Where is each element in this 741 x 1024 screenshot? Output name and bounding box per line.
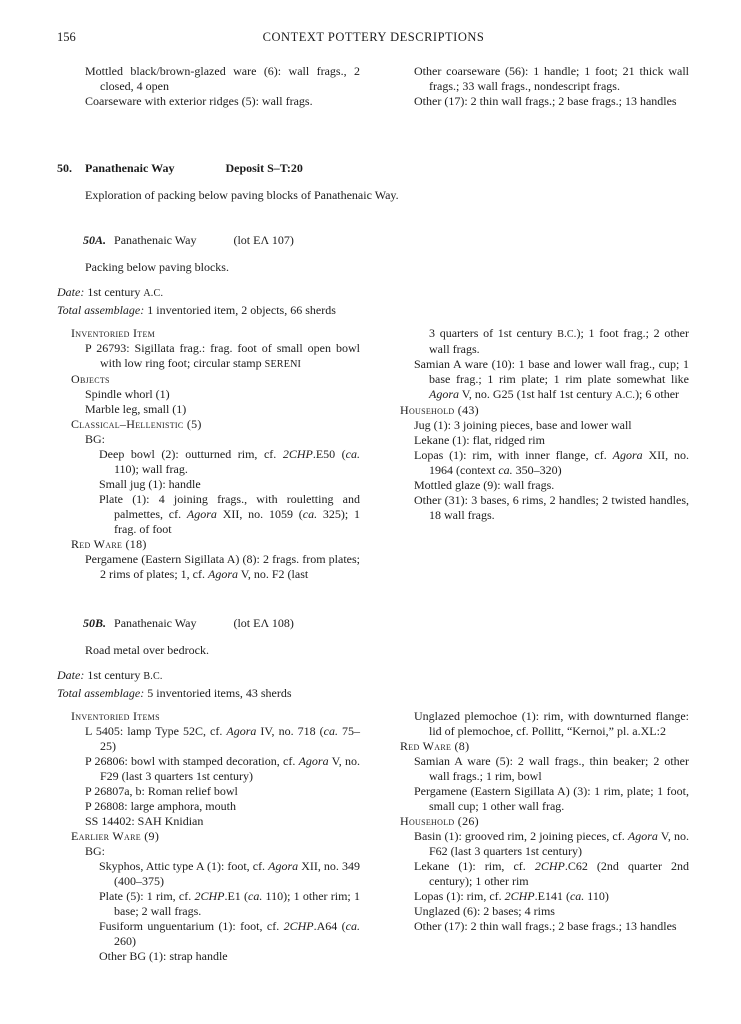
page-header [57,30,690,46]
running-title: CONTEXT POTTERY DESCRIPTIONS [262,30,485,44]
text-segment: 260) [114,934,136,948]
text-segment: XII, no. 1059 ( [216,507,303,521]
text-segment: XII, no. 349 (400–375) [114,859,361,888]
pottery-subentry [57,447,360,477]
text-segment: 75–25) [100,724,361,753]
text-segment: V, no. F62 (last 3 quarters 1st century) [429,829,690,858]
text-segment: Earlier Ware (9) [71,829,160,843]
text-segment: Unglazed (6): 2 bases; 4 rims [414,904,555,918]
pottery-entry [57,341,360,372]
date-value [87,285,163,299]
text-segment: XII, no. 1964 (context [429,448,689,477]
text-segment: Agora [429,387,459,401]
pottery-entry [386,478,689,493]
text-segment: Inventoried Item [71,326,156,340]
date-value [87,668,162,682]
pottery-subentry [57,919,360,949]
category-heading [386,739,689,754]
pottery-entry [57,724,360,754]
text-segment: .C62 (2nd quarter 2nd century); 1 other rim [429,859,690,888]
text-segment: Samian A ware (5): 2 wall frags., thin beaker; 2 other wall frags.; 1 rim, bowl [414,754,689,783]
text-segment: A.C. [615,390,636,401]
date-label: Date: [57,285,85,299]
text-segment: P 26806: bowl with stamped decoration, cf. [85,754,299,768]
assemblage-value [147,303,336,317]
text-segment: Household (43) [400,403,479,417]
text-segment: Other (31): 3 bases, 6 rims, 2 handles; 2 twisted handles, 18 wall frags. [414,493,689,522]
pottery-entry [386,709,689,739]
text-segment: Lopas (1): rim, cf. [414,889,505,903]
subsection-title: Panathenaic Way [114,233,197,247]
pottery-entry [57,784,360,799]
text-segment: BG: [85,844,106,858]
continuation-text [386,326,689,357]
text-segment: Other (17): 2 thin wall frags.; 2 base frags.; 13 handles [414,94,677,108]
text-segment: ca. [302,507,318,521]
text-segment: ); 1 foot frag.; 2 other wall frags. [429,326,690,356]
text-segment: 1st century [87,668,144,682]
text-segment: ca. [345,447,360,461]
text-segment: V, no. F29 (last 3 quarters 1st century) [100,754,360,783]
text-segment: ); 6 other [635,387,680,401]
text-segment: 3 quarters of 1st century [429,326,558,340]
subsection-description: Packing below paving blocks. [85,260,229,274]
text-segment: Other (17): 2 thin wall frags.; 2 base frags.; 13 handles [414,919,677,933]
text-segment: 2CHP [283,919,314,933]
text-segment: Agora [268,859,299,873]
pottery-entry [386,889,689,904]
text-segment: Marble leg, small (1) [85,402,187,416]
text-segment: Samian A ware (10): 1 base and lower wall frag., cup; 1 base frag.; 1 rim plate; 1 rim plate somewhat like [414,357,689,386]
top-continuation-block [57,64,690,109]
text-segment: Classical–Hellenistic (5) [71,417,202,431]
category-heading [386,814,689,829]
text-segment: Agora [226,724,257,738]
text-segment: Agora [627,829,658,843]
text-segment: Mottled black/brown-glazed ware (6): wall frags., 2 closed, 4 open [85,64,360,93]
assemblage-label: Total assemblage: [57,686,145,700]
category-heading [57,709,360,724]
page-number: 156 [57,30,76,44]
text-segment: P 26807a, b: Roman relief bowl [85,784,238,798]
pottery-entry [57,552,360,582]
date-line [57,668,690,684]
pottery-subentry [57,889,360,919]
text-segment: 325); 1 frag. of foot [114,507,360,536]
text-segment: 1 inventoried item, 2 objects, 66 sherds [147,303,336,317]
pottery-entry [386,448,689,478]
text-segment: V, no. F2 (last [237,567,309,581]
text-segment: Other BG (1): strap handle [99,949,228,963]
text-segment: ca. [323,724,338,738]
text-segment: Plate (1): 4 joining frags., with rouletting and palmettes, cf. [99,492,360,521]
text-segment: IV, no. 718 ( [256,724,324,738]
text-segment: Skyphos, Attic type A (1): foot, cf. [99,859,269,873]
pottery-entry [57,432,360,447]
subsection-heading-50b [57,616,690,631]
column-right [386,64,689,109]
deposit-50b-columns [57,709,690,964]
text-segment: Deep bowl (2): outturned rim, cf. [99,447,283,461]
pottery-entry [386,94,689,109]
section-number: 50. [57,161,72,175]
pottery-entry [57,844,360,859]
text-segment: Inventoried Items [71,709,160,723]
text-segment: .E1 ( [224,889,248,903]
pottery-entry [386,829,689,859]
subsection-label: 50A. [83,233,107,247]
pottery-entry [386,433,689,448]
pottery-entry [57,754,360,784]
pottery-entry [57,799,360,814]
text-segment: P 26808: large amphora, mouth [85,799,236,813]
text-segment: Agora [298,754,329,768]
pottery-entry [386,418,689,433]
text-segment: V, no. G25 (1st half 1st century [459,387,616,401]
text-segment: Spindle whorl (1) [85,387,170,401]
text-segment: Lekane (1): rim, cf. [414,859,535,873]
text-segment: Red Ware (8) [400,739,470,753]
pottery-subentry [57,492,360,537]
text-segment: B.C. [557,329,577,340]
pottery-subentry [57,859,360,889]
lot-label: (lot EΛ 108) [233,616,294,630]
column-left [57,326,360,582]
text-segment: .A64 ( [313,919,346,933]
text-segment: SS 14402: SAH Knidian [85,814,204,828]
text-segment: Jug (1): 3 joining pieces, base and lower wall [414,418,632,432]
deposit-50a-columns [57,326,690,582]
text-segment: 1st century [87,285,144,299]
text-segment: Unglazed plemochoe (1): rim, with downturned flange: lid of plemochoe, cf. Pollitt, “Kernoi,” pl. a.XL:2 [414,709,689,738]
text-segment: P 26793: Sigillata frag.: frag. foot of small open bowl with low ring foot; circular stamp [85,341,360,370]
text-segment: 2CHP [534,859,565,873]
text-segment: 110) [584,889,609,903]
text-segment: ca. [498,463,513,477]
subsection-heading-50a [57,233,690,248]
category-heading [57,372,360,387]
assemblage-line [57,686,690,701]
pottery-entry [386,493,689,523]
text-segment: .E141 ( [534,889,570,903]
assemblage-value [147,686,291,700]
text-segment: BG: [85,432,106,446]
text-segment: 110); 1 other rim; 1 base; 2 wall frags. [114,889,360,918]
text-segment: 2CHP [282,447,313,461]
text-segment: 350–320) [512,463,562,477]
assemblage-label: Total assemblage: [57,303,145,317]
section-description: Exploration of packing below paving blocks of Panathenaic Way. [85,188,399,202]
pottery-entry [386,859,689,889]
text-segment: B.C. [143,671,163,682]
text-segment: Coarseware with exterior ridges (5): wall frags. [85,94,313,108]
text-segment: 2CHP [194,889,225,903]
category-heading [57,326,360,341]
pottery-entry [386,919,689,934]
text-segment: .E50 ( [312,447,346,461]
subsection-label: 50B. [83,616,107,630]
text-segment: Lopas (1): rim, with inner flange, cf. [414,448,613,462]
text-segment: Pergamene (Eastern Sigillata A) (8): 2 frags. from plates; 2 rims of plates; 1, cf. [85,552,360,581]
text-segment: Agora [612,448,643,462]
text-segment: L 5405: lamp Type 52C, cf. [85,724,227,738]
text-segment: SERENI [264,359,302,370]
text-segment: Agora [207,567,238,581]
text-segment: Other coarseware (56): 1 handle; 1 foot; 21 thick wall frags.; 33 wall frags., nondescript frags. [414,64,689,93]
text-segment: Basin (1): grooved rim, 2 joining pieces, cf. [414,829,628,843]
subsection-title: Panathenaic Way [114,616,197,630]
pottery-subentry [57,477,360,492]
text-segment: Pergamene (Eastern Sigillata A) (3): 1 rim, plate; 1 foot, small cup; 1 other wall frag. [414,784,689,813]
pottery-entry [386,904,689,919]
text-segment: Red Ware (18) [71,537,147,551]
text-segment: Mottled glaze (9): wall frags. [414,478,555,492]
assemblage-line [57,303,690,318]
text-segment: 5 inventoried items, 43 sherds [147,686,292,700]
category-heading [57,829,360,844]
pottery-subentry [57,949,360,964]
text-segment: ca. [345,919,360,933]
subsection-description: Road metal over bedrock. [85,643,209,657]
pottery-entry [57,402,360,417]
text-segment: Small jug (1): handle [99,477,201,491]
category-heading [386,403,689,418]
section-title: Panathenaic Way [85,161,175,175]
column-right [386,709,689,964]
pottery-entry [386,754,689,784]
pottery-entry [57,64,360,94]
text-segment: Lekane (1): flat, ridged rim [414,433,545,447]
date-line [57,285,690,301]
text-segment: Objects [71,372,110,386]
column-left [57,64,360,109]
text-segment: ca. [248,889,263,903]
section-deposit: Deposit S–T:20 [225,161,303,175]
pottery-entry [386,64,689,94]
pottery-entry [57,814,360,829]
date-label: Date: [57,668,85,682]
pottery-entry [57,387,360,402]
pottery-entry [386,784,689,814]
category-heading [57,417,360,432]
text-segment: ca. [569,889,585,903]
text-segment: Plate (5): 1 rim, cf. [99,889,195,903]
lot-label: (lot EΛ 107) [233,233,294,247]
pottery-entry [386,357,689,403]
text-segment: Fusiform unguentarium (1): foot, cf. [99,919,284,933]
column-left [57,709,360,964]
text-segment: Agora [186,507,217,521]
text-segment: A.C. [143,288,164,299]
text-segment: 2CHP [504,889,535,903]
category-heading [57,537,360,552]
section-heading [57,161,690,176]
column-right [386,326,689,582]
pottery-entry [57,94,360,109]
text-segment: Household (26) [400,814,479,828]
text-segment: 110); wall frag. [114,462,188,476]
